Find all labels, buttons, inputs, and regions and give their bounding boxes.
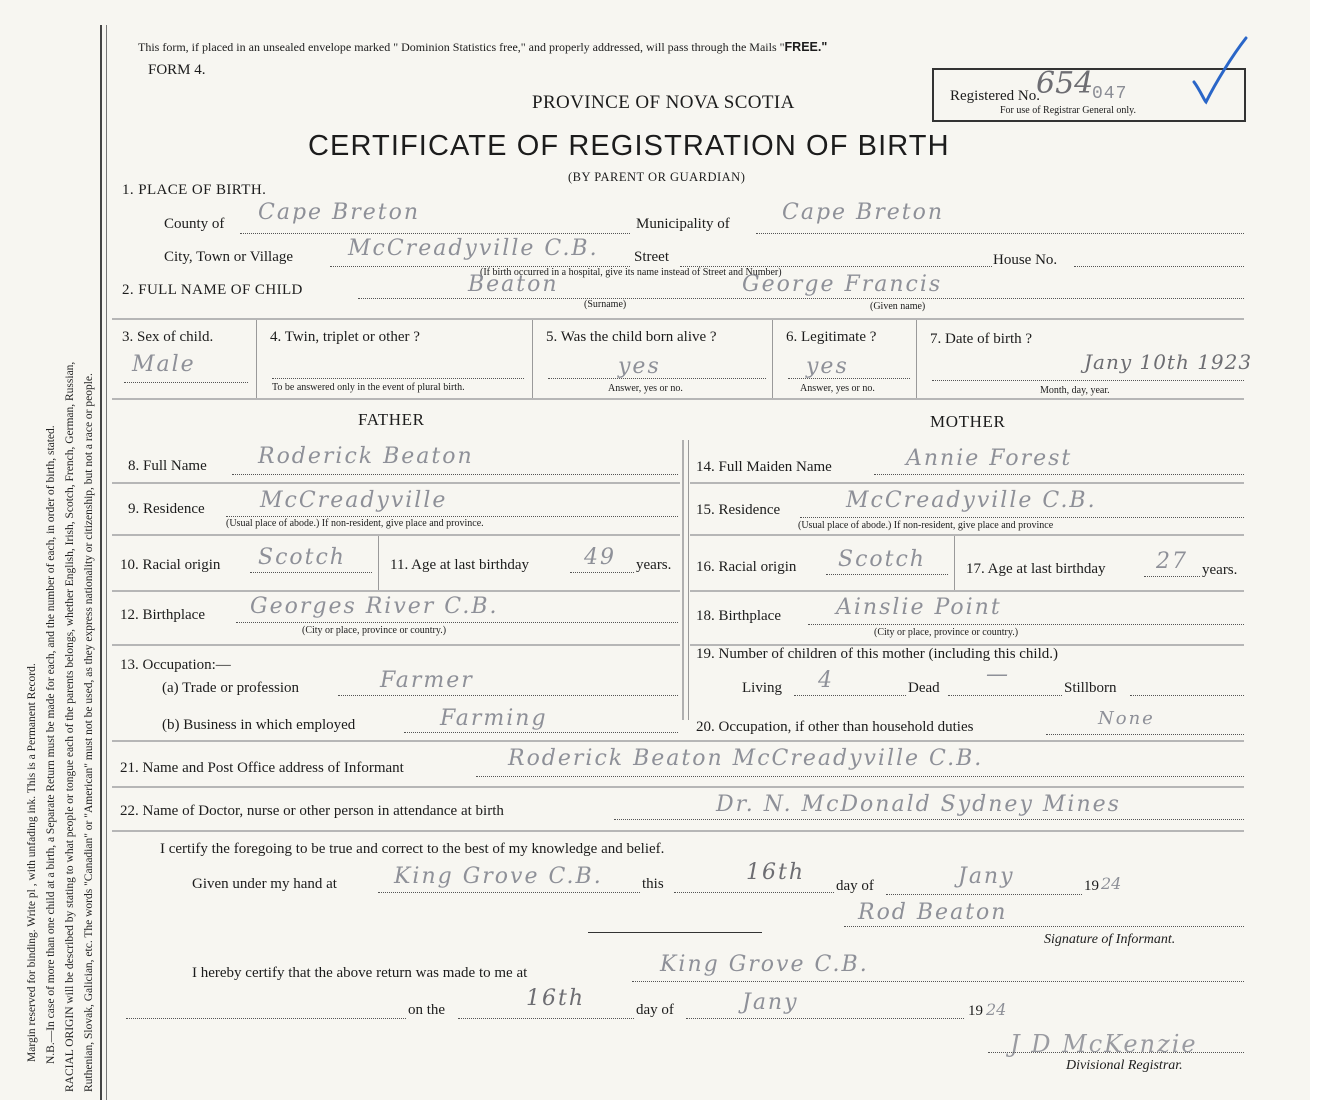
given-label: Given under my hand at (192, 876, 337, 892)
informant-label: 21. Name and Post Office address of Informant (120, 760, 404, 776)
subtitle: (BY PARENT OR GUARDIAN) (568, 170, 746, 184)
father-business-line (404, 732, 678, 733)
mother-birthplace-value: Ainslie Point (836, 595, 1002, 620)
child-surname-value: Beaton (468, 272, 559, 297)
mother-occupation-label: 20. Occupation, if other than household duties (696, 719, 974, 735)
sex-value: Male (132, 352, 196, 377)
father-trade-label: (a) Trade or profession (162, 680, 300, 696)
given-year-prefix: 19 (1084, 878, 1099, 894)
informant-signature: Rod Beaton (858, 900, 1008, 925)
mother-racial-value: Scotch (838, 547, 926, 572)
dob-label: 7. Date of birth ? (930, 331, 1033, 347)
father-name-label: 8. Full Name (128, 458, 207, 474)
rule-row3-top (112, 318, 1244, 320)
father-occupation-label: 13. Occupation:— (120, 657, 231, 673)
mail-notice: This form, if placed in an unsealed envelope marked " Dominion Statistics free," and properly addressed, will pass through the Mails "FREE." (138, 40, 828, 54)
father-racial-line (250, 572, 372, 573)
registrar-month-line (686, 1018, 964, 1019)
mother-occupation-line (1046, 734, 1244, 735)
day-of-label: day of (836, 878, 874, 894)
registrar-statement: I hereby certify that the above return was made to me at (192, 965, 528, 981)
county-label: County of (164, 216, 225, 232)
father-name-value: Roderick Beaton (258, 444, 474, 469)
child-name-label: 2. FULL NAME OF CHILD (122, 282, 303, 298)
dob-line (932, 380, 1244, 381)
father-heading: FATHER (358, 410, 425, 429)
father-birthplace-note: (City or place, province or country.) (302, 625, 447, 636)
registrar-day-line (458, 1018, 634, 1019)
city-value: McCreadyville C.B. (348, 236, 599, 261)
mother-heading: MOTHER (930, 412, 1006, 431)
given-year-value: 24 (1101, 874, 1122, 893)
twin-note: To be answered only in the event of plural birth. (272, 382, 465, 393)
rule-informant (112, 740, 1244, 742)
registrar-year-value: 24 (986, 1000, 1007, 1019)
county-line (240, 233, 630, 234)
given-place-value: King Grove C.B. (394, 864, 603, 889)
rule-mother-3 (690, 590, 1244, 592)
informant-value: Roderick Beaton McCreadyville C.B. (508, 746, 984, 771)
rule-father-4 (112, 644, 680, 646)
this-label: this (642, 876, 664, 892)
margin-note-multiple-births: N.B.—In case of more than one child at a birth, a Separate Return must be made for each, and the number of each, in order of birth, stated. (45, 425, 57, 1064)
surname-note: (Surname) (584, 299, 627, 310)
registrar-place-value: King Grove C.B. (660, 952, 869, 977)
father-birthplace-value: Georges River C.B. (250, 594, 499, 619)
father-birthplace-label: 12. Birthplace (120, 607, 205, 623)
mother-age-label: 17. Age at last birthday (966, 561, 1106, 577)
margin-note-racial-origin: RACIAL ORIGIN will be described by stating to what people or tongue each of the parents belongs, whether English, Irish, Scotch, French, German, Russian, (64, 361, 76, 1092)
rule-father-3 (112, 590, 680, 592)
sex-line (124, 382, 248, 383)
mother-residence-note: (Usual place of abode.) If non-resident, give place and province (798, 520, 1054, 531)
mother-name-label: 14. Full Maiden Name (696, 459, 832, 475)
father-age-line (570, 572, 634, 573)
parents-divider-inner (688, 440, 689, 720)
margin-note-nationality: Ruthenian, Slovak, Galician, etc. The words "Canadian" or "American" must not be used, as they express nationality or citizenship, but not a race or people. (83, 373, 95, 1092)
father-business-value: Farming (440, 706, 548, 731)
mother-residence-value: McCreadyville C.B. (846, 488, 1097, 513)
province-heading: PROVINCE OF NOVA SCOTIA (532, 92, 795, 113)
hospital-note: (If birth occurred in a hospital, give its name instead of Street and Number) (480, 267, 782, 278)
mother-name-line (874, 474, 1244, 475)
county-value: Cape Breton (258, 200, 421, 225)
certify-statement: I certify the foregoing to be true and correct to the best of my knowledge and belief. (160, 841, 665, 857)
twin-label: 4. Twin, triplet or other ? (270, 329, 420, 345)
signature-rule (588, 932, 762, 933)
father-trade-line (338, 695, 678, 696)
divider-mother-racial (954, 536, 955, 590)
alive-value: yes (618, 354, 661, 379)
divider-sex (256, 320, 257, 398)
father-residence-line (226, 516, 678, 517)
registrar-lead-line (126, 1018, 406, 1019)
alive-label: 5. Was the child born alive ? (546, 329, 717, 345)
divider-legit (916, 320, 917, 398)
given-month-value: Jany (958, 864, 1015, 889)
binding-rule (100, 25, 102, 1100)
father-racial-label: 10. Racial origin (120, 557, 221, 573)
father-racial-value: Scotch (258, 545, 346, 570)
mother-birthplace-note: (City or place, province or country.) (874, 627, 1019, 638)
father-age-unit: years. (636, 557, 672, 573)
mail-free: FREE." (784, 40, 828, 54)
house-label: House No. (993, 252, 1058, 268)
registrar-month-value: Jany (742, 990, 799, 1015)
registered-label: Registered No. (950, 88, 1040, 104)
mother-age-line (1144, 576, 1200, 577)
given-place-line (378, 892, 640, 893)
rule-row3-bottom (112, 398, 1244, 400)
mother-living-label: Living (742, 680, 782, 696)
mother-age-value: 27 (1156, 549, 1188, 574)
municipality-value: Cape Breton (782, 200, 945, 225)
rule-mother-2 (690, 534, 1244, 536)
mother-racial-line (826, 574, 948, 575)
informant-signature-label: Signature of Informant. (1044, 932, 1176, 947)
mother-residence-label: 15. Residence (696, 502, 781, 518)
father-age-value: 49 (584, 545, 616, 570)
given-note: (Given name) (870, 301, 926, 312)
child-name-line (358, 298, 1244, 299)
page-title: CERTIFICATE OF REGISTRATION OF BIRTH (308, 130, 950, 162)
informant-signature-line (844, 926, 1244, 927)
sex-label: 3. Sex of child. (122, 329, 214, 345)
father-birthplace-line (236, 622, 678, 623)
mother-birthplace-line (808, 624, 1244, 625)
registrar-signature-label: Divisional Registrar. (1066, 1058, 1183, 1073)
registrar-place-line (632, 981, 1244, 982)
father-business-label: (b) Business in which employed (162, 717, 356, 733)
child-given-value: George Francis (742, 272, 943, 297)
registrar-note: For use of Registrar General only. (1000, 105, 1136, 116)
registrar-signature-line (988, 1052, 1244, 1053)
divider-alive (772, 320, 773, 398)
dob-value: Jany 10th 1923 (1084, 350, 1253, 374)
rule-father-2 (112, 534, 680, 536)
father-residence-label: 9. Residence (128, 501, 205, 517)
municipality-line (756, 233, 1244, 234)
doctor-line (614, 819, 1244, 820)
house-line (1074, 266, 1244, 267)
mother-birthplace-label: 18. Birthplace (696, 608, 781, 624)
mother-occupation-value: None (1098, 708, 1155, 729)
mother-residence-line (800, 517, 1244, 518)
rule-doctor (112, 786, 1244, 788)
form-number: FORM 4. (148, 62, 206, 78)
mother-age-unit: years. (1202, 562, 1238, 578)
father-residence-note: (Usual place of abode.) If non-resident, give place and province. (226, 518, 484, 529)
registered-number: 654 (1036, 66, 1094, 101)
registrar-day-of-label: day of (636, 1002, 674, 1018)
mother-dead-label: Dead (908, 680, 940, 696)
mother-racial-label: 16. Racial origin (696, 559, 797, 575)
legitimate-note: Answer, yes or no. (800, 383, 875, 394)
mother-stillborn-line (1130, 695, 1244, 696)
rule-mother-1 (690, 482, 1244, 484)
check-mark-icon (1188, 34, 1252, 106)
registrar-signature: J D McKenzie (1010, 1030, 1198, 1058)
place-of-birth-heading: 1. PLACE OF BIRTH. (122, 182, 267, 198)
registrar-year-prefix: 19 (968, 1003, 983, 1019)
mother-children-label: 19. Number of children of this mother (including this child.) (696, 646, 1059, 662)
registrar-day-value: 16th (526, 986, 586, 1011)
doctor-value: Dr. N. McDonald Sydney Mines (716, 792, 1121, 817)
divider-father-racial (378, 536, 379, 590)
dob-note: Month, day, year. (1040, 385, 1110, 396)
given-month-line (886, 894, 1082, 895)
mother-dead-line (948, 695, 1062, 696)
mother-stillborn-label: Stillborn (1064, 680, 1117, 696)
on-the-label: on the (408, 1002, 446, 1018)
given-day-value: 16th (746, 860, 806, 885)
city-label: City, Town or Village (164, 249, 294, 265)
rule-certify (112, 830, 1244, 832)
twin-line (272, 378, 524, 379)
father-residence-value: McCreadyville (260, 488, 448, 513)
mother-living-line (794, 695, 906, 696)
alive-note: Answer, yes or no. (608, 383, 683, 394)
legitimate-value: yes (806, 354, 849, 379)
divider-twin (532, 320, 533, 398)
municipality-label: Municipality of (636, 216, 730, 232)
parents-divider (682, 440, 684, 720)
rule-father-1 (112, 482, 680, 484)
legitimate-label: 6. Legitimate ? (786, 329, 877, 345)
street-label: Street (634, 249, 669, 265)
father-age-label: 11. Age at last birthday (390, 557, 529, 573)
registered-stamp: 047 (1092, 84, 1128, 104)
doctor-label: 22. Name of Doctor, nurse or other person in attendance at birth (120, 803, 504, 819)
informant-line (476, 776, 1244, 777)
mother-dead-value: — (986, 662, 1010, 687)
mother-living-value: 4 (818, 668, 834, 693)
mother-name-value: Annie Forest (906, 446, 1073, 471)
father-name-line (232, 474, 678, 475)
father-trade-value: Farmer (380, 668, 474, 693)
given-day-line (674, 892, 834, 893)
margin-note-binding: Margin reserved for binding. Write pl , with unfading ink. This is a Permanent Record. (26, 663, 38, 1062)
binding-rule-inner (106, 25, 107, 1100)
